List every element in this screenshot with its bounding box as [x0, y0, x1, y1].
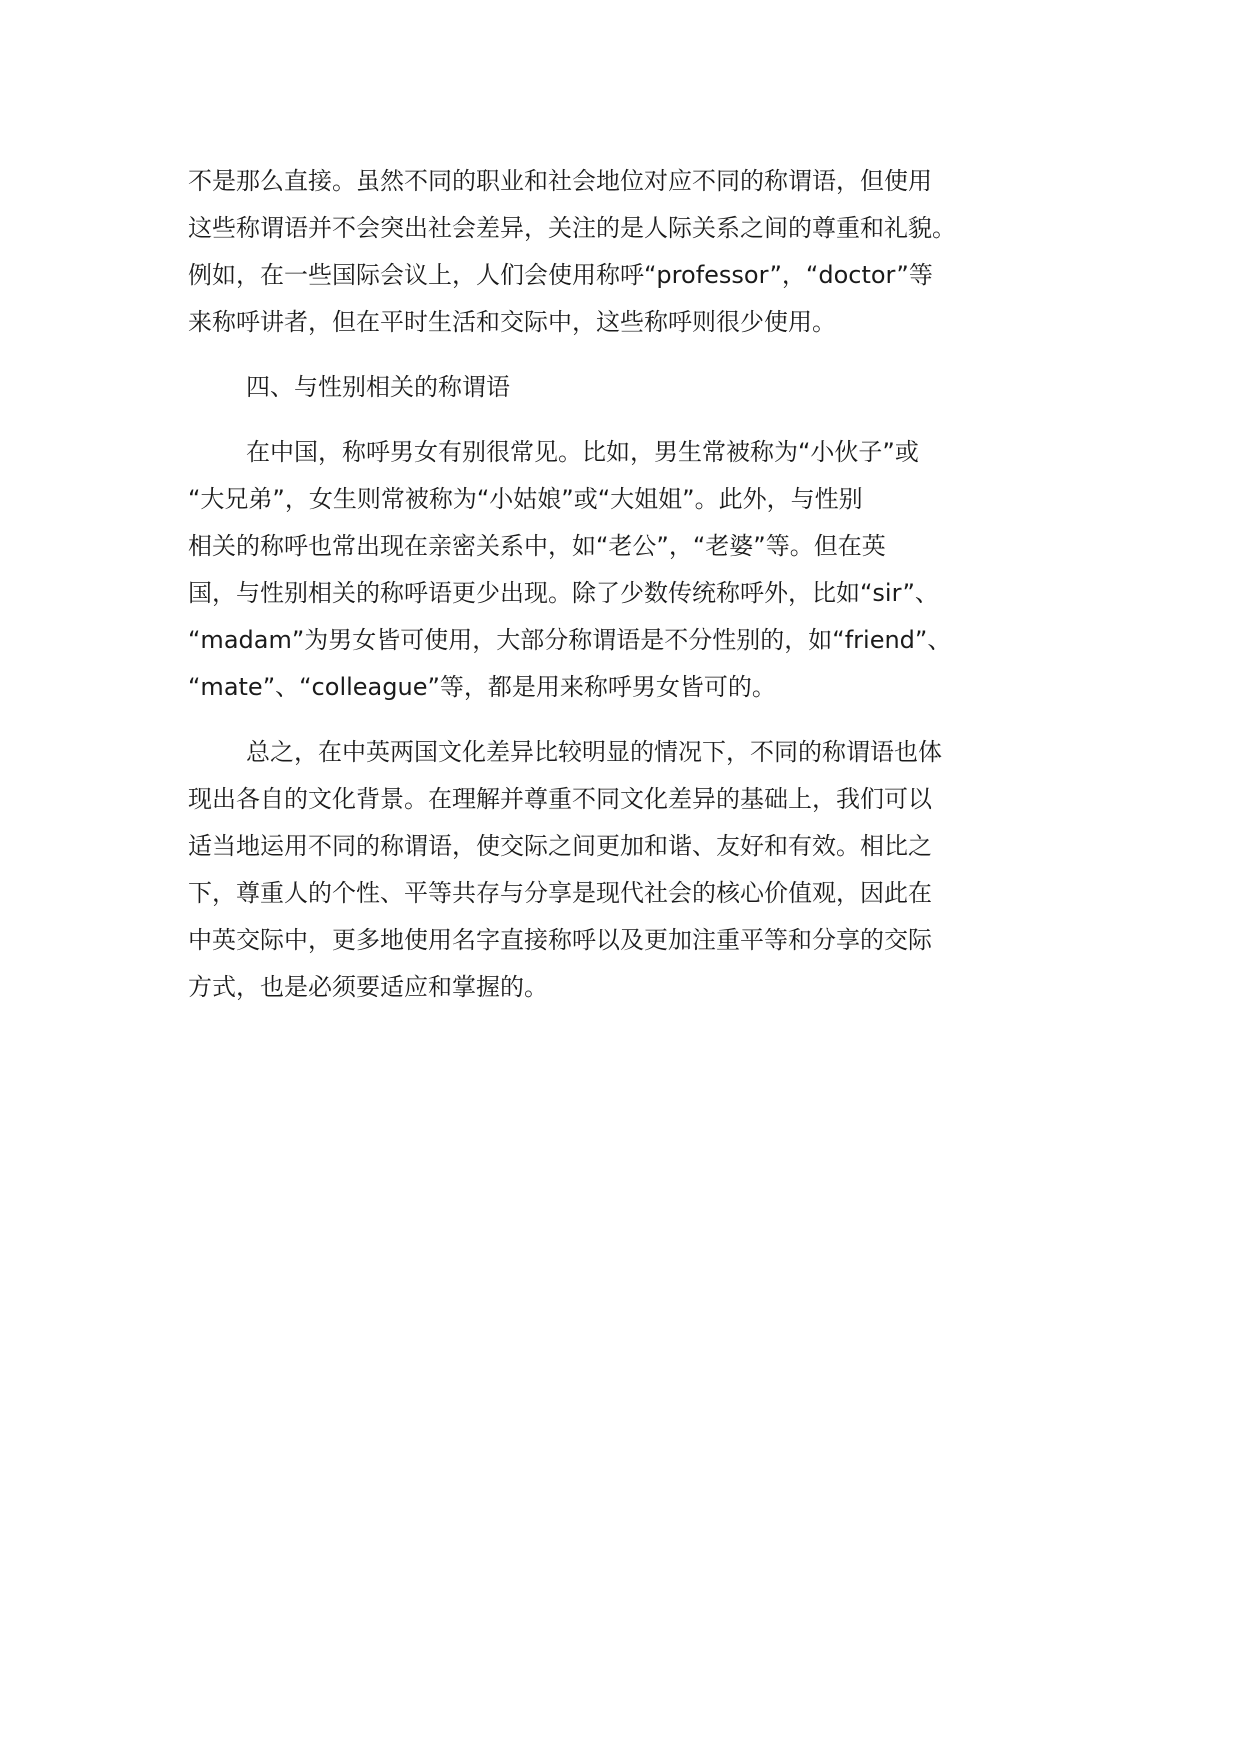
- text-line: “madam”为男女皆可使用，大部分称谓语是不分性别的，如“friend”、: [188, 626, 952, 654]
- text-line: 相关的称呼也常出现在亲密关系中，如“老公”，“老婆”等。但在英: [188, 532, 886, 560]
- text-line: 来称呼讲者，但在平时生活和交际中，这些称呼则很少使用。: [188, 308, 836, 336]
- document-body: [188, 158, 1088, 1011]
- text-line: 下，尊重人的个性、平等共存与分享是现代社会的核心价值观，因此在: [188, 879, 932, 907]
- text-line: “大兄弟”，女生则常被称为“小姑娘”或“大姐姐”。此外，与性别: [188, 485, 863, 513]
- text-line: 方式，也是必须要适应和掌握的。: [188, 973, 548, 1001]
- text-line: “mate”、“colleague”等，都是用来称呼男女皆可的。: [188, 673, 776, 701]
- paragraph-continuation: [188, 158, 1088, 346]
- text-line: 例如，在一些国际会议上，人们会使用称呼“professor”，“doctor”等: [188, 261, 933, 289]
- text-line: 中英交际中，更多地使用名字直接称呼以及更加注重平等和分享的交际: [188, 926, 932, 954]
- paragraph-conclusion: [188, 729, 1088, 1011]
- section-heading: [188, 364, 1088, 411]
- paragraph-gender-terms: [188, 429, 1088, 711]
- text-line: 在中国，称呼男女有别很常见。比如，男生常被称为“小伙子”或: [246, 438, 919, 466]
- text-line: 不是那么直接。虽然不同的职业和社会地位对应不同的称谓语，但使用: [188, 167, 932, 195]
- text-line: 总之，在中英两国文化差异比较明显的情况下，不同的称谓语也体: [246, 738, 942, 766]
- text-line: 国，与性别相关的称呼语更少出现。除了少数传统称呼外，比如“sir”、: [188, 579, 939, 607]
- text-line: 这些称谓语并不会突出社会差异，关注的是人际关系之间的尊重和礼貌。: [188, 214, 956, 242]
- text-line: 适当地运用不同的称谓语，使交际之间更加和谐、友好和有效。相比之: [188, 832, 932, 860]
- text-line: 现出各自的文化背景。在理解并尊重不同文化差异的基础上，我们可以: [188, 785, 932, 813]
- heading-text: 四、与性别相关的称谓语: [246, 373, 510, 401]
